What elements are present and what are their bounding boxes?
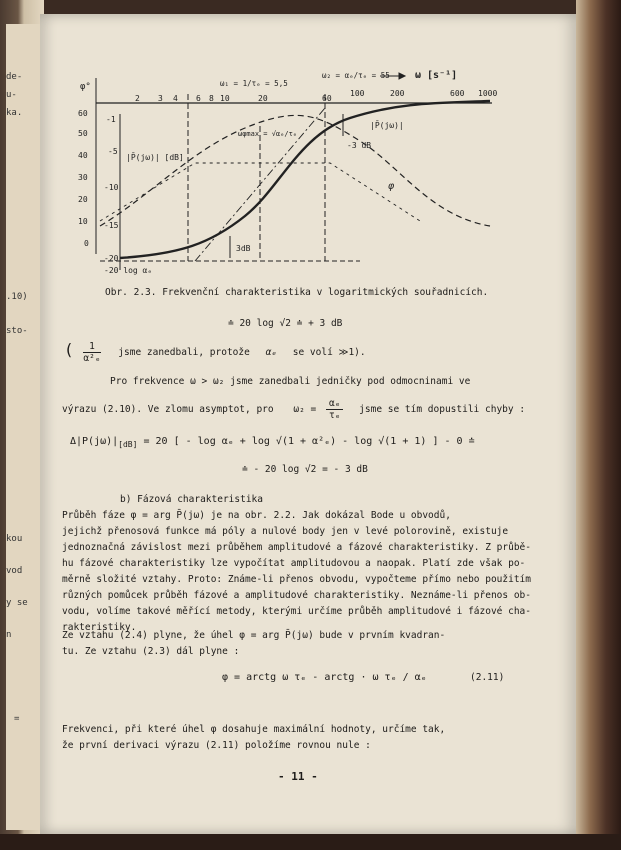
- neglect-text: jsme zanedbali, protože: [118, 347, 250, 358]
- left-fragment: u-: [6, 90, 17, 100]
- phi-tick-label: 50: [78, 129, 88, 138]
- x-tick-label: 2: [135, 94, 140, 103]
- phi-tick-label: 20: [78, 195, 88, 204]
- phi-axis-label: φ°: [80, 82, 91, 92]
- x-tick-label: 20: [258, 94, 268, 103]
- minus3db-label: -3 dB: [347, 141, 372, 150]
- db-tick-label: -10: [104, 183, 119, 192]
- x-tick-label: 60: [322, 94, 332, 103]
- bottom-shadow: [0, 834, 621, 850]
- left-fragment: vod: [6, 566, 23, 576]
- text-span: jsme se tím dopustili chyby :: [359, 404, 526, 415]
- equation-2-line2: ≐ - 20 log √2 = - 3 dB: [242, 464, 368, 475]
- left-fragment: y se: [6, 598, 28, 608]
- figure-caption: Obr. 2.3. Frekvenční charakteristika v logaritmických souřadnicích.: [105, 287, 489, 298]
- paragraph-line: měrně složité vztahy. Proto: Známe-li přenos obvodu, vypočteme přímo nebo použitím: [62, 574, 531, 585]
- x-tick-label: 100: [350, 89, 365, 98]
- omega-axis-label: ω [s⁻¹]: [415, 70, 458, 81]
- paragraph-line: tu. Ze vztahu (2.3) dál plyne :: [62, 646, 240, 657]
- left-fragment: ka.: [6, 108, 23, 118]
- x-tick-label: 8: [209, 94, 214, 103]
- x-tick-label: 200: [390, 89, 405, 98]
- x-tick-label: 3: [158, 94, 163, 103]
- section-heading: b) Fázová charakteristika: [120, 494, 263, 505]
- db-tick-label: -20: [104, 254, 119, 263]
- db-tick-label: -5: [108, 147, 118, 156]
- paragraph-line: vodu, volíme takové měřící metody, kterými určíme průběh amplitudové i fázové cha-: [62, 606, 531, 617]
- db-tick-label: -15: [104, 221, 119, 230]
- paragraph-line: různých pomůcek průběh fázové a amplitudové charakteristiky. Neznáme-li přenos ob-: [62, 590, 531, 601]
- omega-max-label: ωφmax = √αₑ/τₑ: [238, 130, 298, 138]
- x-tick-label: 1000: [478, 89, 498, 98]
- phi-tick-label: 0: [84, 239, 89, 248]
- equation-number: (2.11): [470, 672, 505, 683]
- frac-numerator: 1: [83, 341, 100, 353]
- phi-tick-label: 40: [78, 151, 88, 160]
- phase-curve-label: φ: [388, 181, 395, 192]
- left-fragment: sto-: [6, 326, 28, 336]
- x-tick-label: 600: [450, 89, 465, 98]
- omega1-label: ω₁ = 1/τₑ = 5,5: [220, 79, 288, 88]
- bottom-left-label: -20 log αₑ: [104, 266, 153, 275]
- left-fragment: de-: [6, 72, 23, 82]
- book-edge-right: [576, 0, 621, 850]
- x-tick-label: 10: [220, 94, 230, 103]
- text-span: výrazu (2.10). Ve zlomu asymptot, pro: [62, 404, 274, 415]
- paragraph-line: rakteristiky.: [62, 622, 137, 633]
- page-number: - 11 -: [278, 770, 318, 783]
- left-fragment: kou: [6, 534, 23, 544]
- eq2-sub: [dB]: [118, 440, 138, 449]
- left-fragment: n: [6, 630, 12, 640]
- plus3db-label: 3dB: [236, 244, 251, 253]
- equation-line: ≐ 20 log √2 ≐ + 3 dB: [228, 318, 343, 329]
- equation-3: φ = arctg ω τₑ - arctg · ω τₑ / αₑ: [222, 672, 427, 683]
- alpha-symbol: αₑ: [265, 347, 278, 358]
- paragraph-line: Pro frekvence ω > ω₂ jsme zanedbali jedničky pod odmocninami ve: [110, 376, 471, 387]
- x-tick-label: 6: [196, 94, 201, 103]
- eq2-left: Δ|P(jω)|: [70, 436, 119, 447]
- paragraph-line: jejichž přenosová funkce má póly a nulové body jen v levé polorovině, existuje: [62, 526, 509, 537]
- left-fragment: .10): [6, 292, 28, 302]
- phi-tick-label: 10: [78, 217, 88, 226]
- paragraph-line: Průběh fáze φ = arg P̄(jω) je na obr. 2.2. Jak dokázal Bode u obvodů,: [62, 510, 451, 521]
- db-axis-label: |P̄(jω)| [dB]: [126, 153, 184, 162]
- magnitude-curve: [120, 101, 490, 258]
- db-tick-label: -1: [106, 115, 116, 124]
- phi-tick-label: 60: [78, 109, 88, 118]
- equation-2: [70, 436, 475, 449]
- omega2-span: ω₂ =: [293, 404, 317, 415]
- paragraph-line: jednoznačná závislost mezi průběhem amplitudové a fázové charakteristiky. Z průbě-: [62, 542, 531, 553]
- neglect-text-end: se volí ≫1).: [292, 347, 366, 358]
- frac-numerator: αₑ: [326, 398, 343, 410]
- paragraph-line: Frekvenci, při které úhel φ dosahuje maximální hodnoty, určíme tak,: [62, 724, 446, 735]
- neglect-note: ( $\frac{1}{\text{α²ₑ}}$ jsme zanedbali, protože αₑ se volí ≫1).: [64, 340, 366, 364]
- paragraph-line: [62, 398, 525, 421]
- phi-tick-label: 30: [78, 173, 88, 182]
- paragraph-line: Ze vztahu (2.4) plyne, že úhel φ = arg P̄(jω) bude v prvním kvadran-: [62, 630, 446, 641]
- left-fragment: =: [14, 714, 20, 724]
- omega2-label: ω₂ = αₑ/τₑ = 55: [322, 71, 390, 80]
- paragraph-line: že první derivaci výrazu (2.11) položíme rovnou nule :: [62, 740, 371, 751]
- paragraph-line: hu fázové charakteristiky lze vypočítat amplitudovou a naopak. Platí zde však po-: [62, 558, 526, 569]
- frac-denominator: τₑ: [328, 410, 341, 421]
- x-tick-label: 4: [173, 94, 178, 103]
- magnitude-curve-label: |P̄(jω)|: [370, 121, 404, 130]
- bode-figure: [60, 56, 510, 286]
- eq2-right: = 20 [ - log αₑ + log √(1 + α²ₑ) - log √(1 + 1) ] - 0 ≐: [143, 436, 475, 447]
- frac-denominator: α²ₑ: [83, 353, 101, 364]
